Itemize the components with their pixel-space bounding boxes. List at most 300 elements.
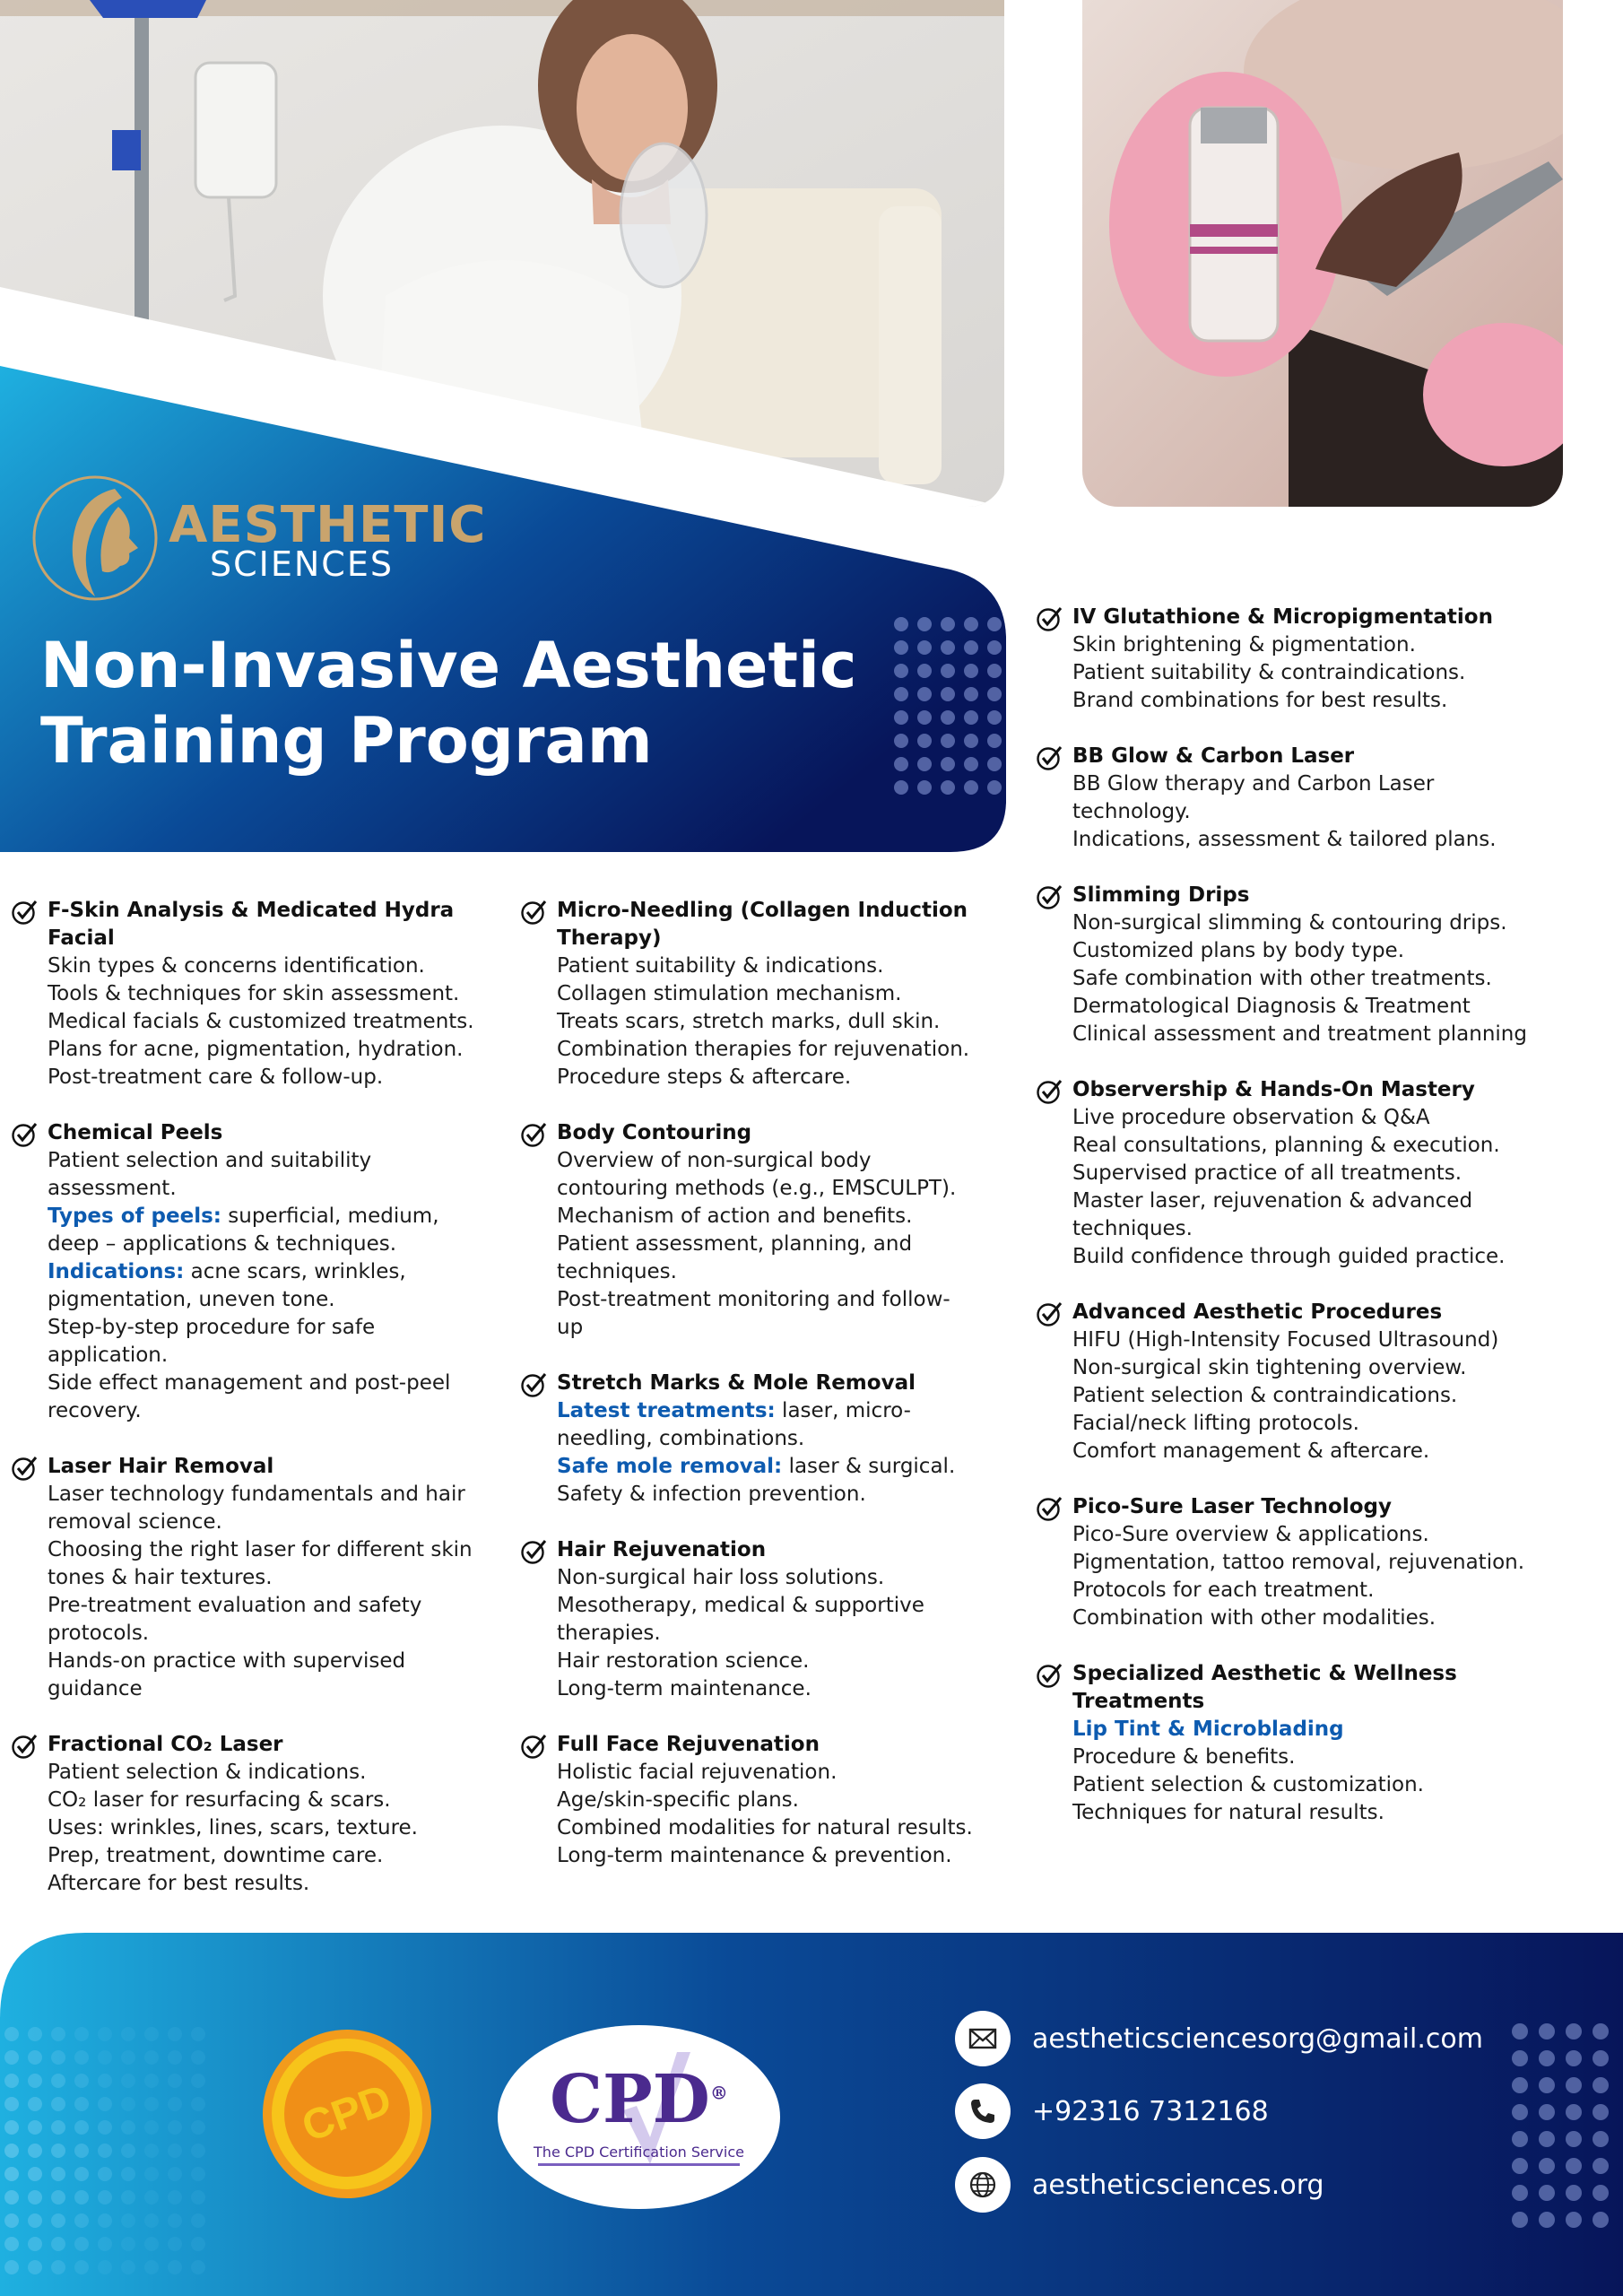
decorative-dot: [917, 664, 932, 678]
check-circle-icon: [1036, 1078, 1063, 1105]
decorative-dot: [917, 734, 932, 748]
course-detail-text: Step-by-step procedure for safe: [48, 1316, 376, 1339]
footer-background: [0, 1933, 1623, 2296]
decorative-dot: [894, 664, 908, 678]
decorative-dot: [941, 757, 955, 771]
course-detail-line: [48, 1370, 513, 1397]
decorative-dot: [144, 2260, 159, 2274]
decorative-dot: [74, 2027, 89, 2041]
decorative-dot: [191, 2050, 205, 2065]
decorative-dot: [191, 2260, 205, 2274]
course-detail-line: [1072, 1716, 1574, 1744]
decorative-dot: [191, 2120, 205, 2135]
course-detail-text: Live procedure observation & Q&A: [1072, 1106, 1430, 1129]
course-detail-text: Clinical assessment and treatment planning: [1072, 1022, 1527, 1046]
course-detail-text: Pre-treatment evaluation and safety: [48, 1594, 422, 1617]
course-detail-text: Build confidence through guided practice.: [1072, 1245, 1506, 1268]
course-detail-text: Age/skin-specific plans.: [557, 1788, 799, 1812]
decorative-dot: [191, 2213, 205, 2228]
course-title: Micro-Needling (Collagen Induction: [557, 899, 968, 922]
decorative-dot: [51, 2144, 65, 2158]
course-section: [1036, 1299, 1574, 1465]
decorative-dot: [894, 734, 908, 748]
course-detail-line: [1072, 1243, 1574, 1271]
decorative-dot: [168, 2027, 182, 2041]
course-detail-line: [557, 952, 1004, 980]
course-detail-line: [48, 1620, 513, 1648]
course-detail-line: [1072, 993, 1574, 1021]
decorative-dot: [1593, 2131, 1609, 2147]
decorative-dot: [1539, 2023, 1555, 2039]
decorative-dot: [74, 2213, 89, 2228]
course-detail-line: [48, 1231, 513, 1258]
course-detail-line: [48, 1342, 513, 1370]
cpd-seal-badge: [260, 2027, 435, 2202]
course-detail-line: [557, 1592, 1004, 1620]
course-detail-line: [557, 1675, 1004, 1703]
course-detail-text: Long-term maintenance.: [557, 1677, 812, 1700]
course-detail-text: Hair restoration science.: [557, 1649, 810, 1673]
decorative-dot: [191, 2167, 205, 2181]
decorative-dot: [121, 2074, 135, 2088]
course-column-2: [520, 897, 1004, 1898]
decorative-dot: [121, 2190, 135, 2205]
course-detail-text: Choosing the right laser for different skin: [48, 1538, 473, 1561]
highlight-label: Lip Tint & Microblading: [1072, 1718, 1344, 1741]
decorative-dot: [917, 687, 932, 701]
decorative-dot: [987, 757, 1002, 771]
course-detail-text: contouring methods (e.g., EMSCULPT).: [557, 1177, 957, 1200]
decorative-dot: [121, 2167, 135, 2181]
course-detail-text: Uses: wrinkles, lines, scars, texture.: [48, 1816, 418, 1839]
decorative-dot: [74, 2050, 89, 2065]
course-detail-text: Non-surgical skin tightening overview.: [1072, 1356, 1467, 1379]
course-detail-text: Mesotherapy, medical & supportive: [557, 1594, 924, 1617]
contact-email[interactable]: [955, 2011, 1483, 2066]
check-circle-icon: [520, 1538, 547, 1565]
decorative-dot: [191, 2074, 205, 2088]
decorative-dot: [1593, 2212, 1609, 2228]
course-detail-text: Combination therapies for rejuvenation.: [557, 1038, 970, 1061]
phone-number[interactable]: +92316 7312168: [1032, 2095, 1269, 2127]
footer: [0, 1933, 1623, 2296]
page-title-line: Non-Invasive Aesthetic: [40, 629, 857, 702]
decorative-dot: [51, 2213, 65, 2228]
course-detail-line: [1072, 1799, 1574, 1827]
course-detail-text: Hands-on practice with supervised: [48, 1649, 406, 1673]
course-detail-text: Safe combination with other treatments.: [1072, 967, 1492, 990]
course-detail-line: [48, 1203, 513, 1231]
decorative-dot: [1539, 2158, 1555, 2174]
check-circle-icon: [1036, 605, 1063, 632]
decorative-dot: [1593, 2023, 1609, 2039]
highlight-label: Indications:: [48, 1260, 185, 1283]
course-detail-line: [1072, 1771, 1574, 1799]
hero-dot-pattern: [890, 613, 1011, 801]
course-title: Treatments: [1072, 1690, 1205, 1713]
decorative-dot: [121, 2120, 135, 2135]
course-detail-text: Pico-Sure overview & applications.: [1072, 1523, 1429, 1546]
course-detail-text: Non-surgical hair loss solutions.: [557, 1566, 885, 1589]
course-section: [1036, 743, 1574, 854]
decorative-dot: [74, 2190, 89, 2205]
decorative-dot: [28, 2027, 42, 2041]
course-detail-text: Side effect management and post-peel: [48, 1371, 451, 1395]
course-detail-text: Skin types & concerns identification.: [48, 954, 425, 978]
course-detail-text: up: [557, 1316, 584, 1339]
course-title: Body Contouring: [557, 1121, 752, 1144]
decorative-dot: [191, 2190, 205, 2205]
course-detail-text: Brand combinations for best results.: [1072, 689, 1448, 712]
decorative-dot: [917, 640, 932, 655]
decorative-dot: [1566, 2077, 1582, 2093]
course-detail-text: removal science.: [48, 1510, 222, 1534]
course-section: [520, 1731, 1004, 1870]
decorative-dot: [168, 2260, 182, 2274]
course-detail-text: application.: [48, 1344, 169, 1367]
course-detail-text: Combined modalities for natural results.: [557, 1816, 973, 1839]
course-detail-line: [48, 1675, 513, 1703]
course-section: [1036, 882, 1574, 1048]
decorative-dot: [191, 2097, 205, 2111]
course-detail-text: recovery.: [48, 1399, 142, 1422]
course-detail-line: [557, 1258, 1004, 1286]
decorative-dot: [51, 2120, 65, 2135]
course-detail-line: [1072, 826, 1574, 854]
course-detail-line: [1072, 1521, 1574, 1549]
decorative-dot: [168, 2167, 182, 2181]
cpd-seal-text: CPD: [296, 2075, 398, 2152]
course-detail-line: [48, 1814, 513, 1842]
decorative-dot: [144, 2237, 159, 2251]
course-detail-line: [1072, 770, 1574, 798]
decorative-dot: [894, 640, 908, 655]
decorative-dot: [987, 710, 1002, 725]
check-circle-icon: [1036, 1300, 1063, 1327]
course-section: [520, 1536, 1004, 1703]
decorative-dot: [144, 2027, 159, 2041]
course-detail-line: [1072, 1549, 1574, 1577]
decorative-dot: [917, 757, 932, 771]
course-detail-line: [557, 1759, 1004, 1787]
course-detail-line: [48, 980, 513, 1008]
course-detail-line: [557, 1314, 1004, 1342]
course-title: Hair Rejuvenation: [557, 1538, 767, 1561]
decorative-dot: [144, 2213, 159, 2228]
decorative-dot: [917, 780, 932, 795]
decorative-dot: [28, 2237, 42, 2251]
check-circle-icon: [1036, 744, 1063, 771]
decorative-dot: [4, 2213, 19, 2228]
decorative-dot: [4, 2167, 19, 2181]
phone-icon: [955, 2083, 1011, 2139]
contact-phone[interactable]: [955, 2083, 1269, 2139]
decorative-dot: [1593, 2185, 1609, 2201]
decorative-dot: [98, 2074, 112, 2088]
course-detail-line: [48, 1036, 513, 1064]
course-detail-line: [1072, 937, 1574, 965]
course-detail-text: Patient selection & customization.: [1072, 1773, 1424, 1796]
decorative-dot: [121, 2097, 135, 2111]
course-section: [1036, 604, 1574, 715]
course-detail-text: Safety & infection prevention.: [557, 1483, 866, 1506]
course-detail-line: [48, 1564, 513, 1592]
decorative-dot: [1512, 2104, 1528, 2120]
course-detail-text: Skin brightening & pigmentation.: [1072, 633, 1416, 657]
course-detail-text: Patient suitability & indications.: [557, 954, 884, 978]
decorative-dot: [4, 2190, 19, 2205]
course-detail-line: [48, 1870, 513, 1898]
decorative-dot: [121, 2027, 135, 2041]
email-link[interactable]: aestheticsciencesorg@gmail.com: [1032, 2022, 1483, 2055]
course-detail-line: [557, 1147, 1004, 1175]
decorative-dot: [98, 2050, 112, 2065]
decorative-dot: [1593, 2077, 1609, 2093]
decorative-dot: [121, 2237, 135, 2251]
decorative-dot: [1566, 2104, 1582, 2120]
decorative-dot: [144, 2190, 159, 2205]
decorative-dot: [964, 757, 978, 771]
course-detail-line: [1072, 1021, 1574, 1048]
course-detail-line: [557, 1425, 1004, 1453]
check-circle-icon: [520, 1733, 547, 1760]
page-title: [40, 628, 901, 778]
decorative-dot: [1593, 2104, 1609, 2120]
course-title: Full Face Rejuvenation: [557, 1733, 820, 1756]
decorative-dot: [51, 2074, 65, 2088]
course-detail-line: [48, 1397, 513, 1425]
decorative-dot: [941, 734, 955, 748]
course-detail-line: [1072, 1132, 1574, 1160]
decorative-dot: [894, 780, 908, 795]
course-title: Slimming Drips: [1072, 883, 1250, 907]
course-detail-line: [1072, 1160, 1574, 1187]
decorative-dot: [1512, 2212, 1528, 2228]
course-detail-line: [1072, 1187, 1574, 1215]
decorative-dot: [28, 2050, 42, 2065]
course-title: Therapy): [557, 926, 662, 950]
decorative-dot: [987, 780, 1002, 795]
course-section: [1036, 1493, 1574, 1632]
decorative-dot: [917, 617, 932, 631]
decorative-dot: [1593, 2050, 1609, 2066]
course-detail-line: [48, 1842, 513, 1870]
course-detail-line: [1072, 965, 1574, 993]
decorative-dot: [144, 2074, 159, 2088]
contact-website[interactable]: [955, 2157, 1324, 2213]
decorative-dot: [1566, 2050, 1582, 2066]
course-column-3: [1036, 604, 1574, 1855]
highlight-label: Safe mole removal:: [557, 1455, 783, 1478]
decorative-dot: [168, 2050, 182, 2065]
course-detail-line: [48, 1481, 513, 1509]
decorative-dot: [191, 2027, 205, 2041]
course-detail-line: [48, 1592, 513, 1620]
cpd-service-name: The CPD Certification Service: [534, 2144, 744, 2161]
logo-face-icon: [32, 471, 158, 605]
course-detail-text: Pigmentation, tattoo removal, rejuvenation.: [1072, 1551, 1525, 1574]
course-detail-line: [557, 1203, 1004, 1231]
page-title-line: Training Program: [40, 704, 653, 778]
course-title: Stretch Marks & Mole Removal: [557, 1371, 916, 1395]
course-detail-text: Holistic facial rejuvenation.: [557, 1761, 838, 1784]
course-section: [11, 1731, 513, 1898]
decorative-dot: [191, 2237, 205, 2251]
course-column-1: [11, 897, 513, 1926]
decorative-dot: [191, 2144, 205, 2158]
course-detail-line: [1072, 909, 1574, 937]
course-detail-text: Protocols for each treatment.: [1072, 1578, 1375, 1602]
course-detail-line: [557, 1648, 1004, 1675]
logo-word-sciences: SCIENCES: [210, 544, 394, 584]
course-detail-text: Post-treatment care & follow-up.: [48, 1065, 384, 1089]
decorative-dot: [964, 687, 978, 701]
course-detail-text: Techniques for natural results.: [1072, 1801, 1384, 1824]
course-detail-text: Dermatological Diagnosis & Treatment: [1072, 995, 1471, 1018]
course-detail-text: Aftercare for best results.: [48, 1872, 310, 1895]
decorative-dot: [987, 617, 1002, 631]
decorative-dot: [144, 2050, 159, 2065]
course-detail-line: [1072, 659, 1574, 687]
course-detail-text: Medical facials & customized treatments.: [48, 1010, 474, 1033]
course-detail-text: Supervised practice of all treatments.: [1072, 1161, 1462, 1185]
course-detail-line: [1072, 1326, 1574, 1354]
course-detail-text: Procedure steps & aftercare.: [557, 1065, 852, 1089]
decorative-dot: [964, 780, 978, 795]
decorative-dot: [74, 2167, 89, 2181]
decorative-dot: [1566, 2185, 1582, 2201]
course-detail-text: techniques.: [557, 1260, 677, 1283]
decorative-dot: [98, 2213, 112, 2228]
course-detail-text: laser & surgical.: [782, 1455, 956, 1478]
decorative-dot: [74, 2120, 89, 2135]
course-title: BB Glow & Carbon Laser: [1072, 744, 1355, 768]
decorative-dot: [941, 687, 955, 701]
decorative-dot: [168, 2144, 182, 2158]
course-detail-text: CO₂ laser for resurfacing & scars.: [48, 1788, 391, 1812]
decorative-dot: [987, 664, 1002, 678]
course-title: Facial: [48, 926, 115, 950]
course-detail-text: Plans for acne, pigmentation, hydration.: [48, 1038, 464, 1061]
course-detail-text: Facial/neck lifting protocols.: [1072, 1412, 1359, 1435]
decorative-dot: [28, 2074, 42, 2088]
course-detail-line: [48, 1064, 513, 1091]
course-detail-text: laser, micro-: [775, 1399, 911, 1422]
course-detail-text: Prep, treatment, downtime care.: [48, 1844, 384, 1867]
decorative-dot: [1512, 2158, 1528, 2174]
course-detail-line: [1072, 1382, 1574, 1410]
course-detail-text: Patient assessment, planning, and: [557, 1232, 913, 1256]
decorative-dot: [1539, 2050, 1555, 2066]
course-detail-line: [48, 1147, 513, 1175]
course-detail-line: [1072, 687, 1574, 715]
decorative-dot: [168, 2120, 182, 2135]
decorative-dot: [98, 2237, 112, 2251]
course-detail-line: [557, 1481, 1004, 1509]
decorative-dot: [4, 2027, 19, 2041]
decorative-dot: [28, 2213, 42, 2228]
decorative-dot: [28, 2167, 42, 2181]
decorative-dot: [28, 2144, 42, 2158]
course-detail-text: Laser technology fundamentals and hair: [48, 1483, 465, 1506]
decorative-dot: [74, 2144, 89, 2158]
decorative-dot: [1512, 2185, 1528, 2201]
course-detail-line: [48, 1536, 513, 1564]
course-detail-text: BB Glow therapy and Carbon Laser: [1072, 772, 1435, 796]
course-detail-text: Overview of non-surgical body: [557, 1149, 872, 1172]
course-detail-line: [557, 1787, 1004, 1814]
decorative-dot: [987, 640, 1002, 655]
course-detail-line: [1072, 1577, 1574, 1605]
course-detail-line: [48, 1175, 513, 1203]
decorative-dot: [1539, 2077, 1555, 2093]
decorative-dot: [1539, 2131, 1555, 2147]
decorative-dot: [144, 2097, 159, 2111]
course-section: [1036, 1076, 1574, 1271]
course-detail-text: pigmentation, uneven tone.: [48, 1288, 335, 1311]
course-detail-line: [1072, 1410, 1574, 1438]
course-detail-text: Master laser, rejuvenation & advanced: [1072, 1189, 1473, 1213]
course-title: F-Skin Analysis & Medicated Hydra: [48, 899, 455, 922]
decorative-dot: [4, 2050, 19, 2065]
course-title: Observership & Hands-On Mastery: [1072, 1078, 1475, 1101]
course-detail-text: Real consultations, planning & execution.: [1072, 1134, 1500, 1157]
decorative-dot: [74, 2237, 89, 2251]
decorative-dot: [74, 2260, 89, 2274]
decorative-dot: [1512, 2023, 1528, 2039]
course-detail-line: [48, 1258, 513, 1286]
course-detail-line: [557, 1842, 1004, 1870]
check-circle-icon: [1036, 1662, 1063, 1689]
decorative-dot: [98, 2167, 112, 2181]
course-title: Fractional CO₂ Laser: [48, 1733, 283, 1756]
decorative-dot: [941, 664, 955, 678]
decorative-dot: [28, 2260, 42, 2274]
course-detail-text: Patient selection & indications.: [48, 1761, 367, 1784]
course-detail-line: [48, 1008, 513, 1036]
course-detail-text: acne scars, wrinkles,: [184, 1260, 406, 1283]
course-detail-line: [1072, 1744, 1574, 1771]
highlight-label: Latest treatments:: [557, 1399, 776, 1422]
course-detail-text: Collagen stimulation mechanism.: [557, 982, 902, 1005]
decorative-dot: [121, 2144, 135, 2158]
decorative-dot: [964, 664, 978, 678]
course-detail-text: Mechanism of action and benefits.: [557, 1205, 913, 1228]
cpd-logo-text: [498, 2061, 780, 2138]
decorative-dot: [917, 710, 932, 725]
decorative-dot: [1539, 2185, 1555, 2201]
course-detail-line: [48, 1286, 513, 1314]
decorative-dot: [51, 2167, 65, 2181]
decorative-dot: [1539, 2104, 1555, 2120]
check-circle-icon: [520, 1371, 547, 1398]
course-detail-text: Treats scars, stretch marks, dull skin.: [557, 1010, 941, 1033]
decorative-dot: [4, 2237, 19, 2251]
course-detail-text: guidance: [48, 1677, 143, 1700]
course-detail-text: Patient selection and suitability: [48, 1149, 372, 1172]
website-link[interactable]: aestheticsciences.org: [1032, 2169, 1324, 2201]
cpd-certification-badge: [498, 2025, 780, 2209]
decorative-dot: [121, 2050, 135, 2065]
decorative-dot: [4, 2144, 19, 2158]
registered-mark: ®: [709, 2082, 728, 2104]
course-detail-line: [557, 1564, 1004, 1592]
globe-icon: [955, 2157, 1011, 2213]
decorative-dot: [74, 2074, 89, 2088]
decorative-dot: [168, 2237, 182, 2251]
brand-logo: [32, 471, 487, 605]
decorative-dot: [1566, 2212, 1582, 2228]
